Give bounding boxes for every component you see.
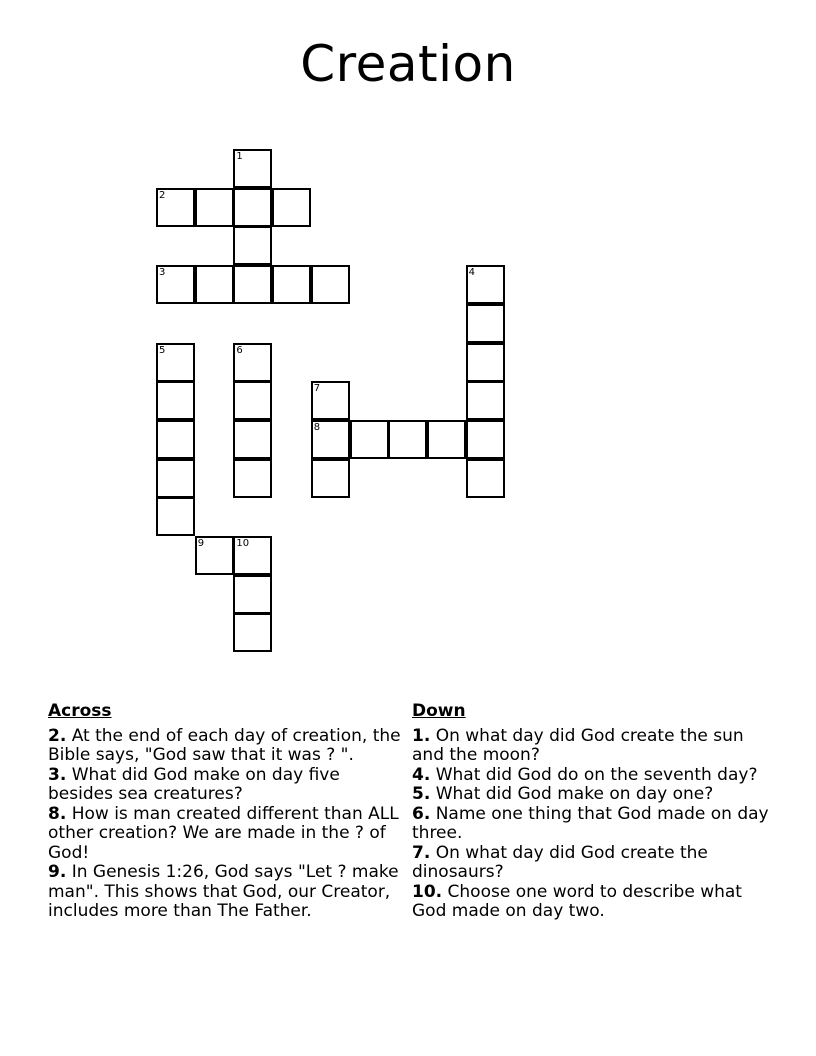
grid-cell[interactable] (311, 459, 350, 498)
clue-item-number: 7. (412, 842, 431, 863)
clue-item-text: In Genesis 1:26, God says "Let ? make man". This shows that God, our Creator, includes more than The Father. (48, 862, 399, 921)
clue-item-text: At the end of each day of creation, the Bible says, "God saw that it was ? ". (48, 725, 401, 765)
clue-item (48, 805, 408, 864)
clue-item-number: 2. (48, 725, 67, 746)
clue-item (48, 727, 408, 766)
clue-number: 8 (313, 421, 321, 433)
grid-cell[interactable] (233, 188, 272, 227)
grid-cell[interactable] (233, 420, 272, 459)
down-heading: Down (412, 701, 466, 721)
grid-cell[interactable] (311, 381, 350, 420)
clue-item-text: Choose one word to describe what God made on day two. (412, 881, 742, 921)
clue-item-number: 10. (412, 881, 443, 902)
clue-number: 10 (236, 538, 250, 549)
grid-cell[interactable] (388, 420, 427, 459)
clue-item-number: 6. (412, 803, 431, 824)
clue-item (48, 766, 408, 805)
clue-item (412, 883, 772, 922)
grid-cell[interactable] (233, 226, 272, 265)
grid-cell[interactable] (466, 381, 505, 420)
grid-cell[interactable] (156, 188, 195, 227)
down-clue-list (412, 727, 772, 922)
grid-cell[interactable] (466, 304, 505, 343)
grid-cell[interactable] (311, 420, 350, 459)
clue-number: 5 (159, 344, 166, 356)
grid-cell[interactable] (156, 497, 195, 536)
grid-cell[interactable] (466, 343, 505, 382)
grid-cell[interactable] (233, 613, 272, 652)
grid-cell[interactable] (233, 343, 272, 382)
clue-item-text: What did God make on day one? (430, 784, 714, 804)
clue-item (412, 805, 772, 844)
clue-item-text: How is man created different than ALL other creation? We are made in the ? of God! (48, 803, 399, 863)
across-clue-list (48, 727, 408, 922)
clue-item-number: 3. (48, 764, 67, 785)
clue-item (412, 844, 772, 883)
page-title: Creation (300, 35, 516, 93)
clue-item (48, 863, 408, 922)
clue-number: 7 (313, 383, 321, 395)
grid-cell[interactable] (233, 265, 272, 304)
clue-item-text: On what day did God create the sun and the moon? (412, 725, 744, 765)
clue-item-text: What did God make on day five besides sea creatures? (48, 764, 340, 804)
clue-item-number: 1. (412, 725, 431, 746)
clue-number: 9 (197, 538, 205, 549)
grid-cell[interactable] (466, 459, 505, 498)
clue-number: 4 (468, 267, 475, 279)
across-heading: Across (48, 701, 112, 721)
clue-item-number: 9. (48, 862, 67, 882)
grid-cell[interactable] (233, 575, 272, 614)
grid-cell[interactable] (272, 265, 311, 304)
clue-number: 6 (236, 344, 243, 356)
grid-cell[interactable] (156, 420, 195, 459)
grid-cell[interactable] (272, 188, 311, 227)
clue-item-number: 8. (48, 803, 67, 824)
grid-cell[interactable] (195, 188, 234, 227)
grid-cell[interactable] (233, 536, 272, 575)
clue-item (412, 766, 772, 786)
across-clues (48, 702, 408, 922)
grid-cell[interactable] (233, 381, 272, 420)
clue-number: 1 (236, 151, 243, 162)
grid-cell[interactable] (195, 536, 234, 575)
grid-cell[interactable] (466, 265, 505, 304)
clue-number: 2 (159, 189, 166, 201)
clue-number: 3 (159, 267, 166, 279)
grid-cell[interactable] (156, 343, 195, 382)
grid-cell[interactable] (156, 265, 195, 304)
clue-item-number: 5. (412, 784, 431, 804)
down-clues (412, 702, 772, 922)
grid-cell[interactable] (156, 381, 195, 420)
grid-cell[interactable] (233, 149, 272, 188)
grid-cell[interactable] (350, 420, 389, 459)
grid-cell[interactable] (233, 459, 272, 498)
clue-item-text: Name one thing that God made on day three. (412, 803, 769, 843)
clue-item-number: 4. (412, 764, 431, 785)
grid-cell[interactable] (427, 420, 466, 459)
grid-cell[interactable] (311, 265, 350, 304)
clue-item (412, 727, 772, 766)
clue-item-text: On what day did God create the dinosaurs? (412, 842, 708, 882)
grid-cell[interactable] (156, 459, 195, 498)
grid-cell[interactable] (466, 420, 505, 459)
clue-item (412, 785, 772, 805)
grid-cell[interactable] (195, 265, 234, 304)
clue-item-text: What did God do on the seventh day? (430, 764, 758, 785)
